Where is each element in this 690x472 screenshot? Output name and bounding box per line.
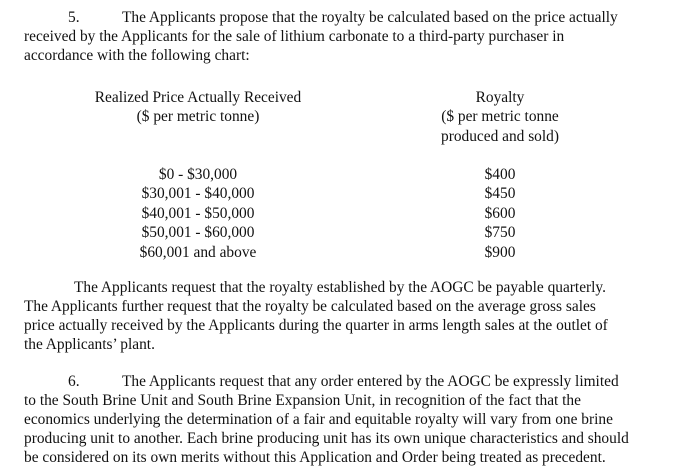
paragraph-quarterly-line: The Applicants request that the royalty established by the AOGC be payable quarterly. — [74, 279, 606, 296]
paragraph-5-line: 5. The Applicants propose that the royalty be calculated based on the price actually — [24, 8, 684, 27]
paragraph-5-line: received by the Applicants for the sale of lithium carbonate to a third-party purchaser in — [24, 28, 565, 45]
royalty-value-cell: $600 — [484, 204, 516, 222]
paragraph-quarterly-line: price actually received by the Applicants during the quarter in arms length sales at the outlet of — [24, 317, 608, 334]
royalty-value-cell: $450 — [484, 185, 516, 203]
paragraph-quarterly-line: The Applicants further request that the royalty be calculated based on the average gross sales — [24, 298, 596, 315]
price-range-cell: $30,001 - $40,000 — [141, 185, 255, 203]
royalty-header-line: produced and sold) — [441, 127, 559, 145]
paragraph-6-line: be considered on its own merits without this Application and Order being treated as precedent. — [24, 449, 606, 466]
price-column-header — [78, 88, 318, 127]
paragraph-6-line: 6. The Applicants request that any order entered by the AOGC be expressly limited — [24, 372, 684, 391]
royalty-header-line: Royalty — [475, 89, 525, 106]
price-range-list — [108, 165, 288, 262]
royalty-value-cell: $750 — [484, 224, 516, 242]
royalty-value-list — [450, 165, 550, 262]
price-range-cell: $40,001 - $50,000 — [141, 204, 255, 222]
paragraph-quarterly-line: the Applicants’ plant. — [24, 336, 155, 353]
royalty-value-cell: $900 — [484, 243, 516, 261]
paragraph-5 — [24, 8, 684, 65]
paragraph-6-line: to the South Brine Unit and South Brine Expansion Unit, in recognition of the fact that the — [24, 392, 581, 409]
price-header-line: ($ per metric tonne) — [136, 108, 260, 126]
paragraph-quarterly — [24, 278, 684, 354]
paragraph-number: 5. — [68, 9, 80, 26]
paragraph-5-line: accordance with the following chart: — [24, 47, 250, 64]
royalty-value-cell: $400 — [484, 166, 516, 183]
royalty-header-line: ($ per metric tonne — [441, 108, 559, 126]
price-header-line: Realized Price Actually Received — [94, 89, 302, 106]
paragraph-6-line: producing unit to another. Each brine producing unit has its own unique characteristics and should — [24, 430, 629, 447]
paragraph-6 — [24, 372, 684, 467]
price-range-cell: $60,001 and above — [139, 243, 257, 261]
paragraph-6-line: economics underlying the determination of a fair and equitable royalty will vary from one brine — [24, 411, 613, 428]
royalty-column-header — [410, 88, 590, 146]
price-range-cell: $0 - $30,000 — [158, 166, 238, 183]
price-range-cell: $50,001 - $60,000 — [141, 224, 255, 242]
paragraph-number: 6. — [68, 373, 80, 390]
